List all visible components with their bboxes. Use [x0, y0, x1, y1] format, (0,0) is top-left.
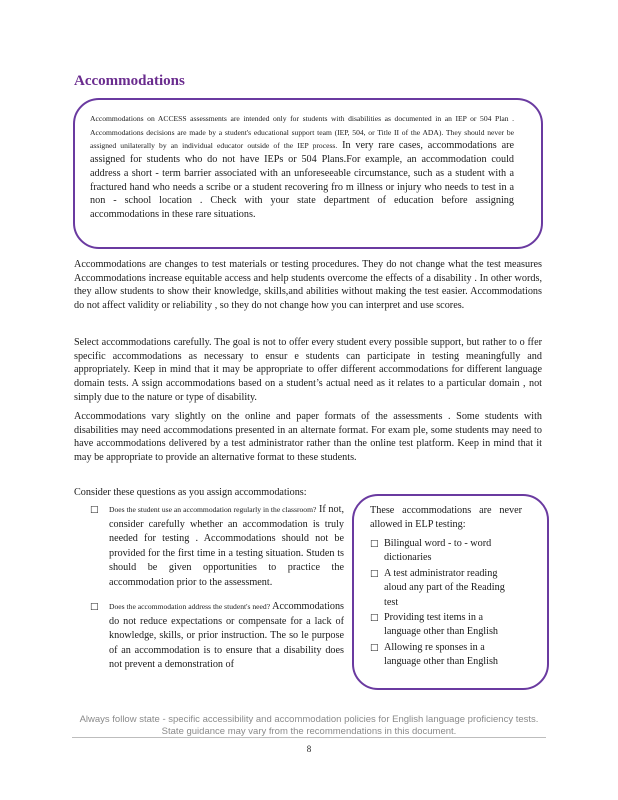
prohibited-list [370, 537, 520, 671]
footer-divider [72, 737, 546, 738]
prohibited-intro: These accommodations are never allowed in ELP testing: [370, 505, 522, 530]
intro-callout-small-text: Accommodations on ACCESS assessments are intended only for students with disabilities as documented in an IEP or 504 Plan . Accommodations decisions are made by a student's educational support team (IEP, 504, or Title II of the ADA). They should never be assigned unilaterally by an individual educator outside of the IEP process. [90, 114, 514, 151]
list-item [370, 641, 520, 670]
square-bullet-icon: □ [370, 568, 379, 579]
section-title: Accommodations [74, 73, 185, 89]
list-item [370, 567, 520, 610]
square-bullet-icon: □ [90, 505, 99, 515]
square-bullet-icon: □ [370, 613, 379, 624]
question-body: If not, consider carefully whether an accommodation is truly needed for testing . Accommodations should not be provided for the first time in a testing situation. Studen ts should be given opportunities to practice the accommodation prior to the assessment. [109, 504, 344, 588]
list-item [370, 611, 520, 640]
paragraph-consider: Consider these questions as you assign accommodations: [74, 487, 307, 498]
question-lead: Does the accommodation address the student's need? [109, 602, 271, 611]
square-bullet-icon: □ [370, 539, 379, 549]
paragraph-select: Select accommodations carefully. The goal is not to offer every student every possible support, but rather to o ffer specific accommodations as necessary to ensur e students can participate in testing meaningfully and appropriately. Keep in mind that it may be appropriate to offer different accommodations for different language domain tests. A ssign accommodations based on a student’s actual need as it relates to a particular domain , not simply due to the nature or type of disability. [74, 337, 542, 403]
paragraph-definition: Accommodations are changes to test materials or testing procedures. They do not change what the test measures Accommodations increase equitable access and help students overcome the effects of a disability . In other words, they allow students to show their knowledge, skills,and abilities without making the test easier. Accommodations do not affect validity or reliability , so they do not change how you can interpret and use scores. [74, 259, 542, 312]
square-bullet-icon: □ [370, 642, 379, 653]
question-item [90, 600, 344, 673]
page-number: 8 [306, 744, 312, 754]
list-item-text: A test administrator reading aloud any part of the Reading test [384, 567, 505, 608]
intro-callout-main-text: In very rare cases, accommodations are assigned for students who do not have IEPs or 504 Plans.For example, an accommodation could address a short - term barrier associated with an unforeseeable circumstance, such as a student with a fractured hand who needs a scribe or a student recovering fro m illness or injury who needs to test in a non - school location . Check with your state department of education before assigning accommodations in these rare situations. [90, 140, 514, 220]
footer-note: Always follow state - specific accessibility and accommodation policies for English language proficiency tests. State guidance may vary from the recommendations in this document. [79, 714, 539, 737]
intro-callout-text [90, 112, 514, 222]
paragraph-formats: Accommodations vary slightly on the online and paper formats of the assessments . Some students with disabilities may need accommodations presented in an alternate format. For exam ple, some students may need to have accommodations delivered by a test administrator rather than the online test platform. Keep in mind that it may be appropriate to provide an alternative format to these students. [74, 411, 542, 464]
question-lead: Does the student use an accommodation regularly in the classroom? [109, 505, 317, 514]
question-item [90, 503, 344, 590]
list-item [370, 537, 520, 566]
square-bullet-icon: □ [90, 602, 99, 612]
question-list [90, 503, 344, 683]
list-item-text: Bilingual word - to - word dictionaries [384, 538, 492, 564]
list-item-text: Allowing re sponses in a language other than English [384, 641, 499, 668]
question-body: Accommodations do not reduce expectations or compensate for a lack of knowledge, skills, or prior instruction. The so le purpose of an accommodation is to ensure that a disability does not prevent a demonstration of [109, 601, 345, 670]
list-item-text: Providing test items in a language other than English [384, 612, 499, 638]
